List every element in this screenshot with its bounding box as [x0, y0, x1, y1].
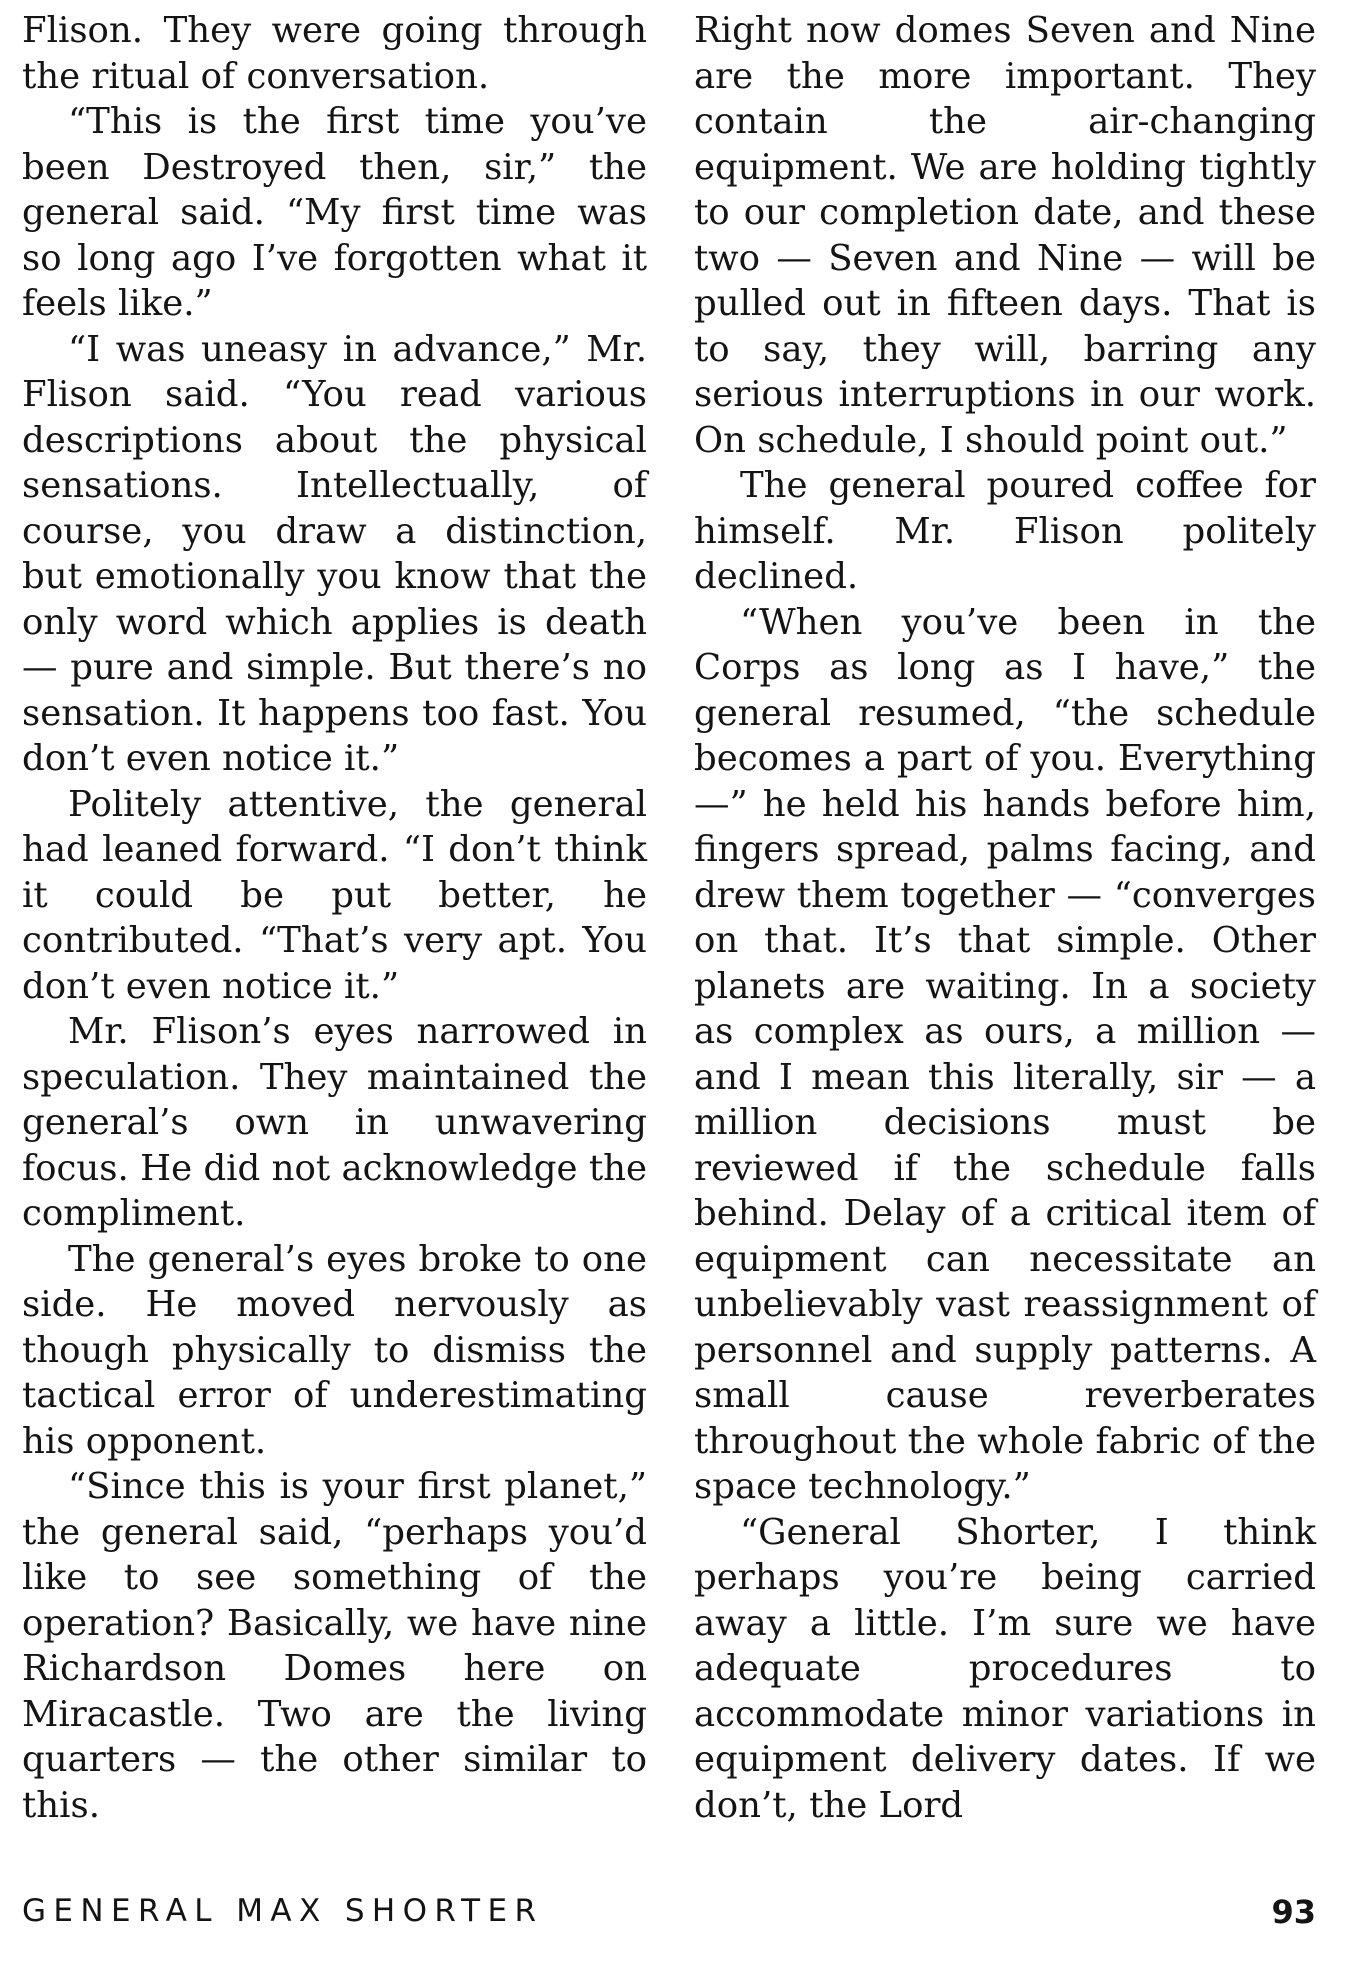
right-column — [694, 8, 1316, 1828]
running-head: GENERAL MAX SHORTER — [22, 1893, 544, 1929]
paragraph: Flison. They were going through the ritual of conversation. — [22, 10, 647, 97]
page-footer — [22, 1893, 1316, 1943]
paragraph: Politely attentive, the general had leaned forward. “I don’t think it could be put better, he contributed. “That’s very apt. You don’t even notice it.” — [22, 783, 647, 1007]
page-number: 93 — [1271, 1893, 1316, 1931]
paragraph: The general’s eyes broke to one side. He moved nervously as though physically to dismiss the tactical error of underestimating his opponent. — [22, 1238, 647, 1462]
paragraph: Mr. Flison’s eyes narrowed in speculation. They maintained the general’s own in unwavering focus. He did not acknowledge the compliment. — [22, 1011, 647, 1234]
left-column — [22, 8, 647, 1828]
paragraph: “General Shorter, I think perhaps you’re being carried away a little. I’m sure we have adequate procedures to accommodate minor variations in equipment delivery dates. If we don’t, the Lord — [694, 1511, 1316, 1826]
paragraph: “I was uneasy in advance,” Mr. Flison said. “You read various descriptions about the physical sensations. Intellectually, of course, you draw a distinction, but emotionally you know that the only word which applies is death — pure and simple. But there’s no sensation. It happens too fast. You don’t even notice it.” — [22, 328, 647, 779]
paragraph: “Since this is your first planet,” the general said, “perhaps you’d like to see something of the operation? Basically, we have nine Richardson Domes here on Miracastle. Two are the living quarters — the other similar to this. — [22, 1466, 647, 1826]
paragraph: “This is the first time you’ve been Destroyed then, sir,” the general said. “My first time was so long ago I’ve forgotten what it feels like.” — [22, 101, 647, 324]
paragraph: Right now domes Seven and Nine are the more important. They contain the air-changing equipment. We are holding tightly to our completion date, and these two — Seven and Nine — will be pulled out in fifteen days. That is to say, they will, barring any serious interruptions in our work. On schedule, I should point out.” — [694, 10, 1316, 461]
paragraph: The general poured coffee for himself. Mr. Flison politely declined. — [694, 465, 1316, 597]
paragraph: “When you’ve been in the Corps as long as I have,” the general resumed, “the schedule becomes a part of you. Everything —” he held his hands before him, fingers spread, palms facing, and drew them together — “converges on that. It’s that simple. Other planets are waiting. In a society as complex as ours, a million — and I mean this literally, sir — a million decisions must be reviewed if the schedule falls behind. Delay of a critical item of equipment can necessitate an unbelievably vast reassignment of personnel and supply patterns. A small cause reverberates throughout the whole fabric of the space technology.” — [694, 601, 1316, 1507]
